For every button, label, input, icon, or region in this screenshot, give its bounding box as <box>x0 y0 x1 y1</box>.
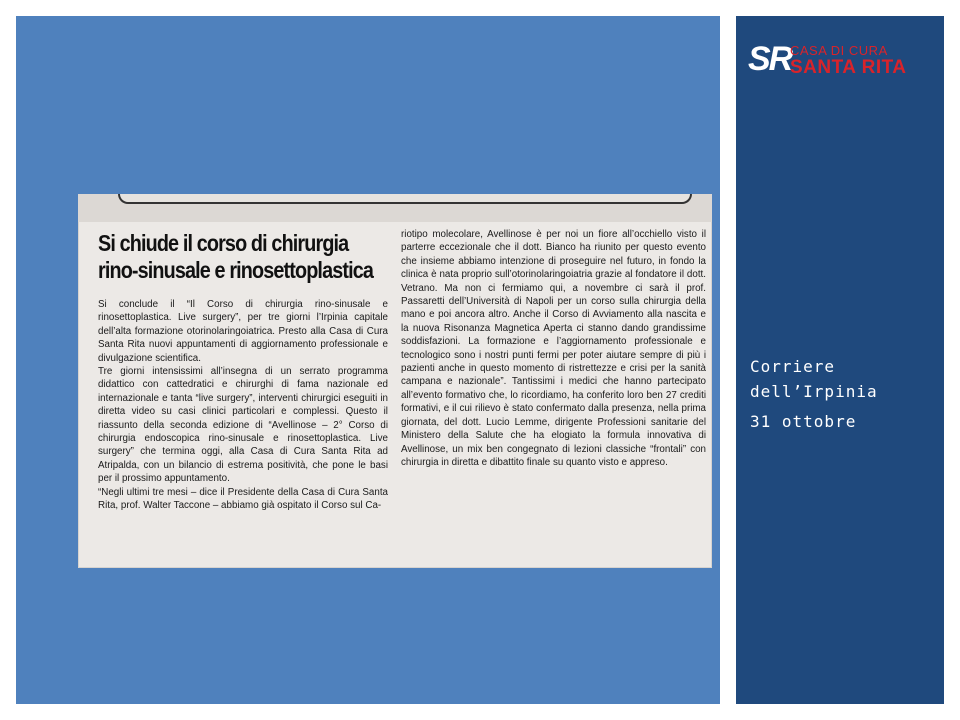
article-column-right <box>401 228 706 469</box>
slide-caption <box>750 354 930 434</box>
article-body-left <box>98 298 388 513</box>
logo-mark <box>748 36 791 82</box>
article-paragraph: Tre giorni intensissimi all’insegna di un serrato programma didattico con cattedratici e chirurghi di fama nazionale ed internazionale e tanta “live surgery”, interventi chirurgici eseguiti in diretta video su casi clinici particolari e complessi. Questo il riassunto della seconda edizione di “Avellinose – 2° Corso di chirurgia endoscopica rino-sinusale e rinosettoplastica. Live surgery” che termina oggi, alla Casa di Cura Santa Rita ad Atripalda, con un bilancio di estrema positività, che pone le basi per il prossimo appuntamento. <box>98 366 388 485</box>
logo-mark-text: SR <box>748 40 792 78</box>
article-paragraph: “Negli ultimi tre mesi – dice il Presidente della Casa di Cura Santa Rita, prof. Walter Taccone – abbiamo già ospitato il Corso sul Ca- <box>98 486 388 512</box>
article-paragraph: Si conclude il “Il Corso di chirurgia rino-sinusale e rinosettoplastica. Live surgery”, per tre giorni l’Irpinia capitale dell’alta formazione otorinolaringoiatrica. Presto alla Casa di Cura Santa Rita nuovi appuntamenti di aggiornamento professionale e divulgazione scientifica. <box>98 299 388 364</box>
logo-line-1: CASA DI CURA <box>790 43 888 58</box>
santa-rita-logo <box>748 36 938 82</box>
article-paragraph: riotipo molecolare, Avellinose è per noi un fiore all’occhiello visto il parterre eccezionale che il dott. Bianco ha riunito per questo evento che insieme abbiamo intenzione di proseguire nel futuro, in fondo la clinica è nata proprio sull’otorinolaringoiatria grazie al fondatore il dott. Vetrano. Ma non ci fermiamo qui, a novembre ci sarà il prof. Passaretti dell’Università di Napoli per un corso sulla chirurgia della mano e poi ancora altro. Anche il Corso di Avviamento alla nascita e la nuova Risonanza Magnetica Aperta ci stanno dando grandissime soddisfazioni. La formazione e l’aggiornamento professionale e tecnologico sono i nostri punti fermi per poter aiutare sempre di più i pazienti anche in questo momento di ristrettezze e crisi per la sanità campana e nazionale”. Tantissimi i medici che hanno partecipato all’evento formativo che, lo ricordiamo, ha conferito loro ben 27 crediti formativi, e il cui rilievo è stato confermato dalla presenza, nella prima giornata, del dott. Lucio Lemme, dirigente Professioni sanitarie del Ministero della Salute che ha elogiato la formula innovativa di Avellinose, un mix ben congegnato di lezioni classiche “frontali” con chirurgia in diretta e dibattito finale su quanto visto e appreso. <box>401 229 706 468</box>
clipping-top-border <box>118 194 692 204</box>
article-body-right <box>401 228 706 469</box>
right-panel <box>736 16 944 704</box>
article-headline: Si chiude il corso di chirurgia rino-sinusale e rinosettoplastica <box>98 230 373 283</box>
article-column-left <box>98 228 388 513</box>
newspaper-clipping <box>78 194 712 568</box>
clipping-top-strip <box>78 194 712 222</box>
left-panel <box>16 16 720 704</box>
caption-date: 31 ottobre <box>750 412 857 431</box>
logo-line-2: SANTA RITA <box>790 57 907 78</box>
caption-source: Corriere dell’Irpinia <box>750 357 878 401</box>
